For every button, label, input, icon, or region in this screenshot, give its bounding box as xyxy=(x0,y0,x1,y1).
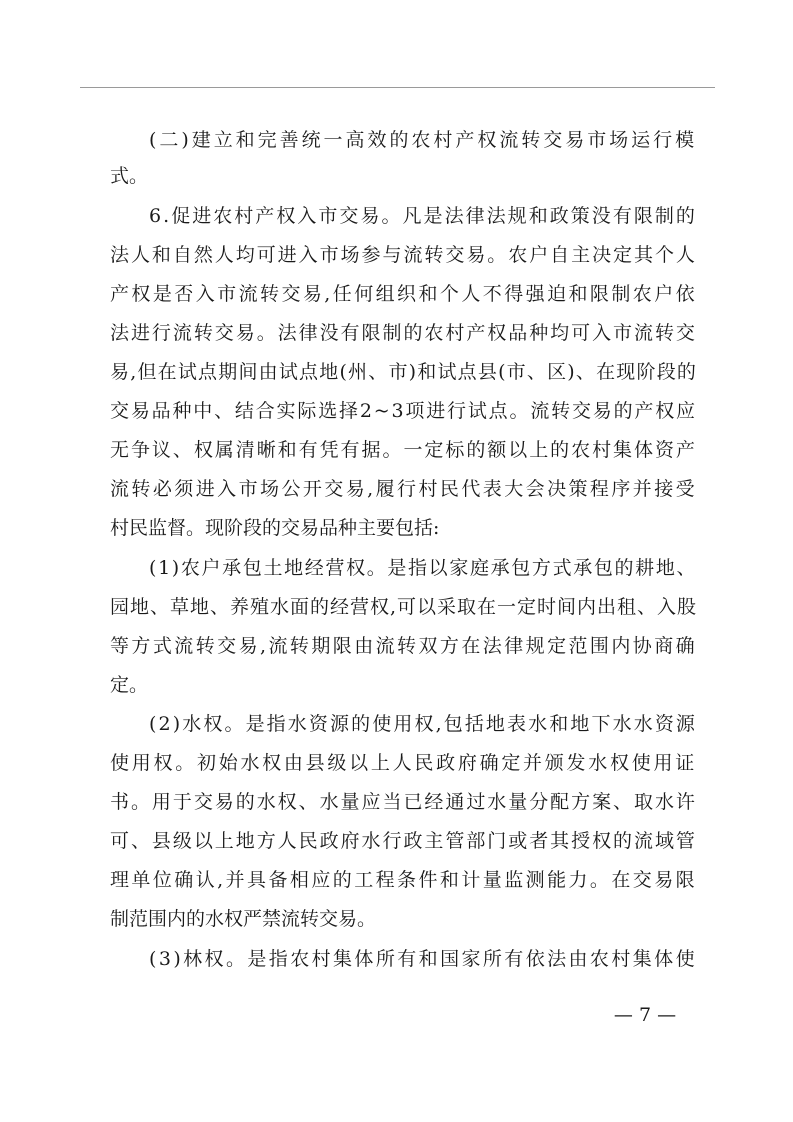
text-line xyxy=(0,706,793,742)
text-line: 可、县级以上地方人民政府水行政主管部门或者其授权的流域管 xyxy=(110,830,697,852)
text-line: 无争议、权属清晰和有凭有据。一定标的额以上的农村集体资产 xyxy=(110,439,697,461)
page-number: — 7 — xyxy=(613,1004,677,1026)
text-line: 法进行流转交易。法律没有限制的农村产权品种均可入市流转交 xyxy=(110,322,697,344)
text-line: 村民监督。现阶段的交易品种主要包括: xyxy=(110,517,440,539)
text-line xyxy=(0,122,793,158)
text-line: 等方式流转交易,流转期限由流转双方在法律规定范围内协商确 xyxy=(110,635,698,657)
text-line: 产权是否入市流转交易,任何组织和个人不得强迫和限制农户依 xyxy=(110,283,698,305)
text-line: 理单位确认,并具备相应的工程条件和计量监测能力。在交易限 xyxy=(110,869,698,891)
text-line: 交易品种中、结合实际选择2~3项进行试点。流转交易的产权应 xyxy=(110,400,697,422)
text-line xyxy=(0,198,793,234)
text-line: 易,但在试点期间由试点地(州、市)和试点县(市、区)、在现阶段的 xyxy=(110,361,698,383)
paragraph-heading: 6.促进农村产权入市交易。凡是法律法规和政策没有限制的 xyxy=(149,205,697,227)
text-line: 法人和自然人均可进入市场参与流转交易。农户自主决定其个人 xyxy=(110,244,697,266)
list-item-heading: (2)水权。是指水资源的使用权,包括地表水和地下水水资源 xyxy=(149,713,698,735)
text-line xyxy=(0,550,793,586)
text-line: 使用权。初始水权由县级以上人民政府确定并颁发水权使用证 xyxy=(110,752,697,774)
text-line xyxy=(0,941,793,977)
text-line: 制范围内的水权严禁流转交易。 xyxy=(110,908,377,930)
text-line: 园地、草地、养殖水面的经营权,可以采取在一定时间内出租、入股 xyxy=(110,596,698,618)
text-line: 式。 xyxy=(110,165,149,187)
section-heading: (二)建立和完善统一高效的农村产权流转交易市场运行模 xyxy=(149,129,698,151)
text-line: 流转必须进入市场公开交易,履行村民代表大会决策程序并接受 xyxy=(110,478,698,500)
header-rule xyxy=(80,87,715,88)
list-item-heading: (1)农户承包土地经营权。是指以家庭承包方式承包的耕地、 xyxy=(149,557,698,579)
text-line: 书。用于交易的水权、水量应当已经通过水量分配方案、取水许 xyxy=(110,791,697,813)
list-item-heading: (3)林权。是指农村集体所有和国家所有依法由农村集体使 xyxy=(149,948,697,970)
text-line: 定。 xyxy=(110,674,149,696)
